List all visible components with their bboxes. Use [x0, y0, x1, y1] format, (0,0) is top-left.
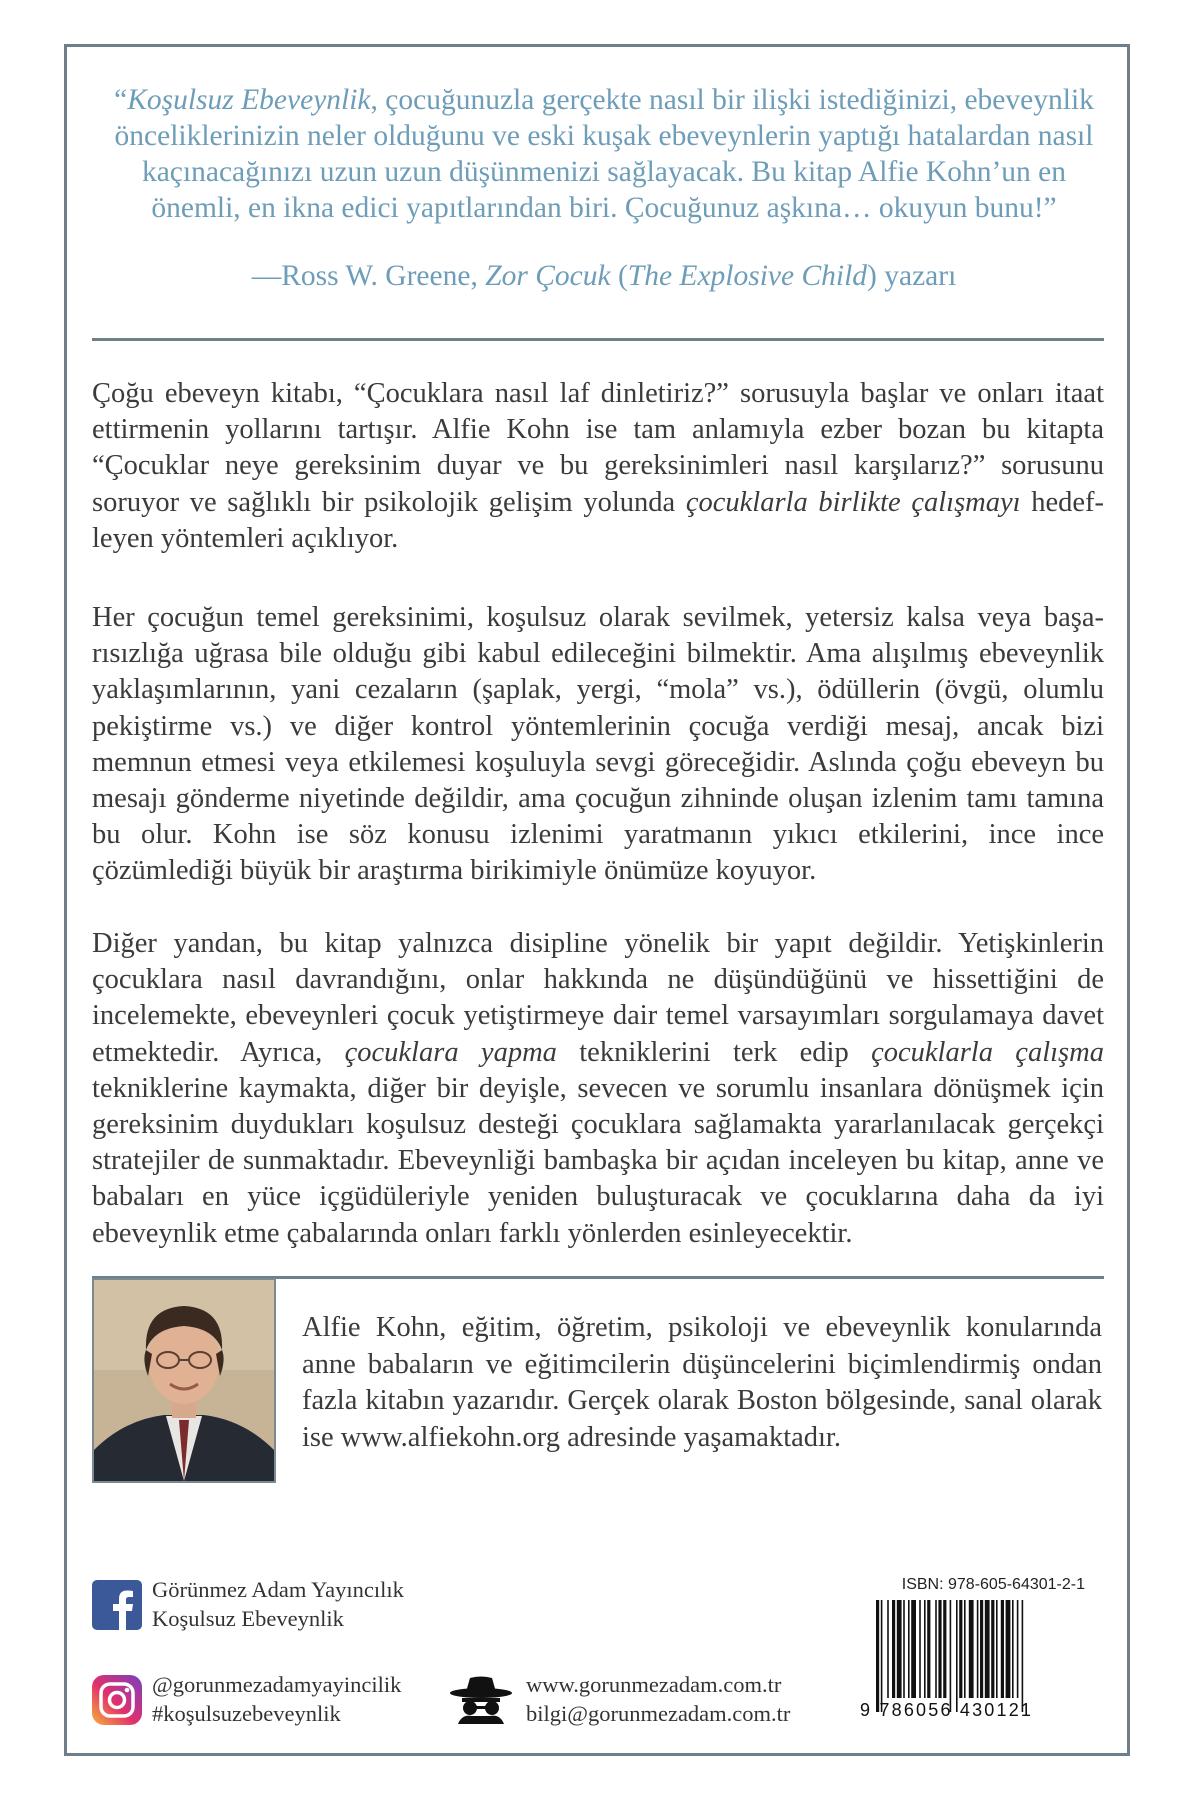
publisher-contact	[526, 1670, 790, 1728]
instagram-hashtag[interactable]: #koşulsuzebeveynlik	[152, 1701, 341, 1726]
author-photo	[92, 1278, 276, 1483]
barcode-bar	[903, 1600, 905, 1698]
barcode-bar	[985, 1600, 990, 1698]
quote-text: , çocuğunuzla gerçekte nasıl bir ilişki istediğinizi, ebeveynlik önceliklerinizin neler olduğunu ve eski kuşak ebeveynlerin yaptığı hatalardan nasıl kaçınacağınızı uzun uzun düşünmenizi sağlayacak. Bu kitap Alfie Kohn’un en önemli, en ikna edici yapıtlarından biri. Çocuğunuz aşkına… okuyun bunu!”	[114, 84, 1094, 224]
barcode-bar	[892, 1600, 895, 1698]
barcode-digits: 9 786056 430121	[860, 1700, 1034, 1720]
paragraph-3: Diğer yandan, bu kitap yalnızca disipline yönelik bir yapıt değildir. Yetişkinlerin çocuklara nasıl davrandığını, onlar hakkında ne düşündüğünü ve hissettiğini de incelemekte, ebeveynleri çocuk yetiştirmeye dair temel varsayımları sorgulamaya davet etmektedir. Ayrıca, çocuklara yapma tekniklerini terk edip çocuklarla çalışma tekniklerine kaymakta, diğer bir deyişle, sevecen ve sorumlu insanlara dönüşmek için gereksinim duydukları koşulsuz desteği çocuklara sağlamakta yararlanılacak gerçekçi stratejiler de sunmaktadır. Ebeveynliği bambaşka bir açıdan inceleyen bu kitap, anne ve babaları en yüce içgüdüleriyle yeniden buluşturacak ve çocuklarına daha da iyi ebeveynlik etme çabalarında onları farklı yönlerden esinleyecektir.	[92, 928, 1104, 1249]
barcode-bar	[991, 1600, 994, 1698]
barcode-bar	[996, 1600, 998, 1698]
barcode-bar	[919, 1600, 921, 1698]
barcode-bar	[956, 1600, 958, 1712]
paragraph-2: Her çocuğun temel gereksinimi, koşulsuz olarak sevilmek, yetersiz kalsa veya başarısızlığa uğrasa bile olduğu gibi kabul edileceğini bilmektir. Ama alışılmış ebeveynlik yaklaşımlarının, yani cezaların (şaplak, yergi, “mola” vs.), ödüllerin (övgü, olumlu pekiştirme vs.) ve diğer kontrol yöntemlerinin çocuğa verdiği mesaj, ancak bizi memnun etmesi veya etkilemesi koşuluyla sevgi göreceğidir. Aslında çoğu ebeveyn bu mesajı gönderme niyetinde değildir, ama çocuğun zihninde oluşan izlenim tamı tamına bu olur. Kohn ise söz konusu izlenimi yaratmanın yıkıcı etkilerini, ince ince çözümlediği büyük bir araştırma birikimiyle önümüze koyuyor.	[92, 602, 1104, 887]
publisher-email[interactable]: bilgi@gorunmezadam.com.tr	[526, 1701, 791, 1726]
barcode-bar	[1006, 1600, 1011, 1698]
barcode-bar	[908, 1600, 910, 1698]
quote-attribution: —Ross W. Greene, Zor Çocuk (The Explosive Child) yazarı	[251, 260, 957, 292]
quote-open-mark: “	[114, 84, 128, 116]
barcode-bar	[1001, 1600, 1004, 1698]
cover-frame	[64, 44, 1130, 1756]
barcode-bar	[964, 1600, 966, 1698]
instagram-handle[interactable]: @gorunmezadamyayincilik	[152, 1672, 402, 1697]
barcode-bar	[927, 1600, 930, 1698]
publisher-website[interactable]: www.gorunmezadam.com.tr	[526, 1672, 782, 1697]
barcode-bar	[959, 1600, 962, 1698]
instagram-info	[152, 1670, 401, 1728]
facebook-info	[152, 1575, 404, 1633]
barcode-bar	[876, 1600, 879, 1712]
barcode-bar	[977, 1600, 979, 1698]
barcode-bar	[911, 1600, 916, 1698]
facebook-book-page[interactable]: Koşulsuz Ebeveynlik	[152, 1606, 344, 1631]
divider-top	[92, 338, 1104, 341]
isbn-label: ISBN: 978-605-64301-2-1	[901, 1576, 1085, 1593]
barcode-bar	[897, 1600, 902, 1698]
barcode-bar	[935, 1600, 937, 1698]
invisible-man-logo-icon	[448, 1674, 514, 1729]
barcode-bar	[969, 1600, 974, 1698]
quote-book-title: Koşulsuz Ebeveynlik	[127, 84, 371, 116]
barcode-bar	[980, 1600, 983, 1698]
barcode-bar	[943, 1600, 946, 1698]
instagram-icon[interactable]	[92, 1675, 142, 1730]
author-bio: Alfie Kohn, eğitim, öğretim, psikoloji ve ebeveynlik konularında anne babaların ve eğitimcilerin düşüncelerini biçimlendirmiş ondan fazla kitabın yazarıdır. Gerçek olarak Boston bölgesinde, sanal olarak ise www.alfiekohn.org adresinde yaşamaktadır.	[302, 1312, 1102, 1453]
facebook-icon[interactable]	[92, 1580, 142, 1635]
facebook-page-name[interactable]: Görünmez Adam Yayıncılık	[152, 1577, 404, 1602]
barcode-bar	[924, 1600, 926, 1698]
endorsement-quote	[104, 82, 1104, 226]
paragraph-1: Çoğu ebeveyn kitabı, “Çocuklara nasıl laf dinletiriz?” sorusuyla başlar ve onları itaat ettirmenin yollarını tartışır. Alfie Kohn ise tam anlamıyla ezber bozan bu kitapta “Çocuklar neye gereksinim duyar ve bu gereksinimleri nasıl karşılarız?” sorusunu soruyor ve sağlıklı bir psikolojik gelişim yolunda çocuklarla birlikte çalışmayı hedefleyen yöntemleri açıklıyor.	[92, 378, 1105, 554]
barcode-bar	[881, 1600, 883, 1712]
barcode-bar	[1017, 1600, 1019, 1698]
barcode-bar	[938, 1600, 941, 1698]
barcode-bar	[887, 1600, 889, 1698]
barcode-bar	[1012, 1600, 1014, 1698]
barcode-bar	[1022, 1600, 1024, 1712]
barcode-bar	[950, 1600, 952, 1712]
